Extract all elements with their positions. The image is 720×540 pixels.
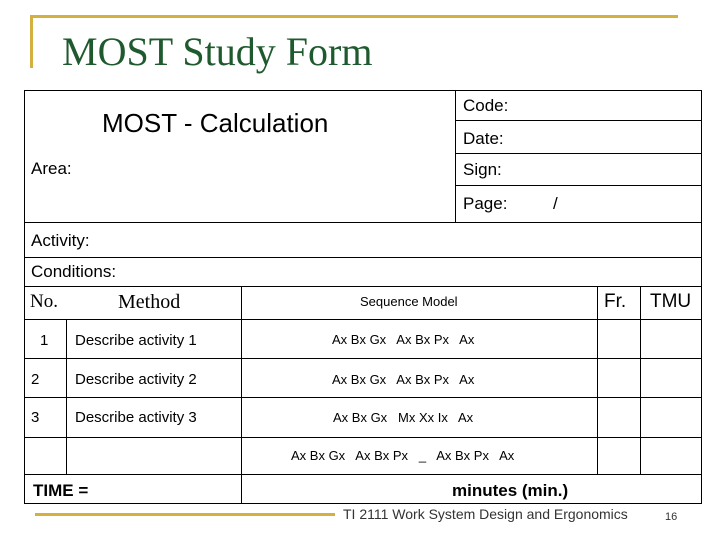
- row-method: Describe activity 1: [75, 332, 197, 349]
- row-method: Describe activity 2: [75, 371, 197, 388]
- row-number: 2: [31, 371, 40, 388]
- row-sequence: Ax Bx Gx Ax Bx Px Ax: [332, 372, 475, 387]
- col-fr-header: Fr.: [604, 291, 627, 312]
- col-no-header: No.: [30, 291, 58, 312]
- row-number: 3: [31, 409, 40, 426]
- row-method: Describe activity 3: [75, 409, 197, 426]
- minutes-label: minutes (min.): [452, 481, 569, 500]
- col-sequence-header: Sequence Model: [360, 294, 458, 309]
- bottom-gold-bar: [35, 513, 335, 516]
- conditions-label: Conditions:: [31, 262, 117, 281]
- row-sequence: Ax Bx Gx Ax Bx Px Ax: [332, 332, 475, 347]
- calculation-title: MOST - Calculation: [102, 108, 329, 138]
- time-label: TIME =: [33, 481, 89, 500]
- page-label: Page:: [463, 194, 508, 213]
- page-separator: /: [553, 194, 558, 213]
- row-sequence: Ax Bx Gx Ax Bx Px _ Ax Bx Px Ax: [291, 448, 515, 463]
- row-number: 1: [40, 332, 49, 349]
- sign-label: Sign:: [463, 160, 502, 179]
- page-number: 16: [665, 511, 678, 523]
- row-sequence: Ax Bx Gx Mx Xx Ix Ax: [333, 410, 474, 425]
- date-label: Date:: [463, 129, 504, 148]
- slide-title: MOST Study Form: [62, 29, 373, 74]
- area-label: Area:: [31, 159, 72, 178]
- col-method-header: Method: [118, 291, 181, 313]
- left-gold-bar: [30, 15, 33, 68]
- top-gold-bar: [30, 15, 678, 18]
- activity-label: Activity:: [31, 231, 90, 250]
- col-tmu-header: TMU: [650, 291, 692, 312]
- footer-text: TI 2111 Work System Design and Ergonomics: [343, 506, 628, 522]
- code-label: Code:: [463, 96, 509, 115]
